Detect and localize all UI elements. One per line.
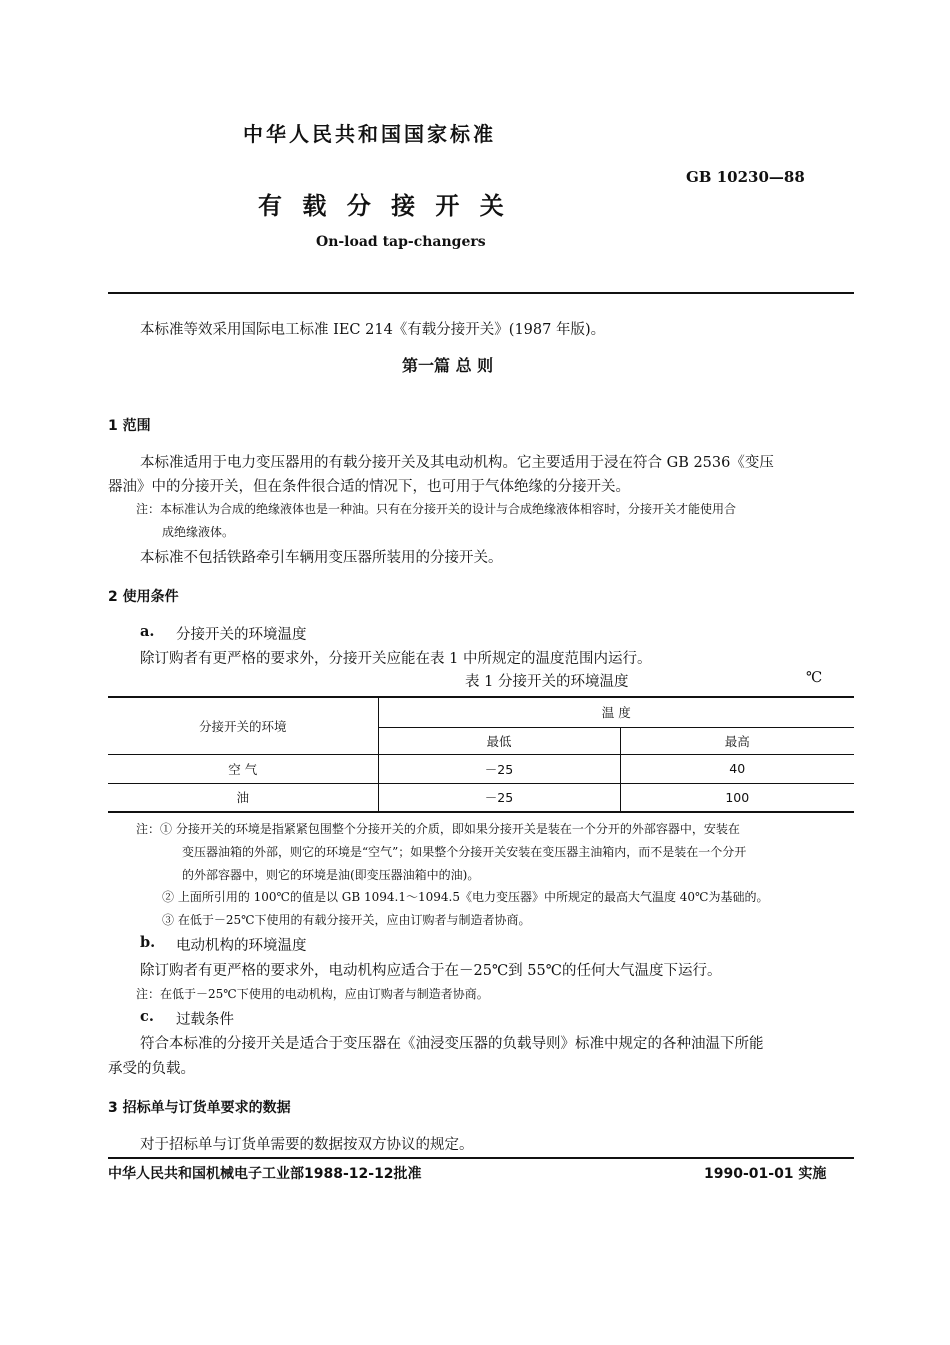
intro-paragraph: 本标准等效采用国际电工标准 IEC 214《有载分接开关》(1987 年版)。 [140,322,606,338]
item-c-label: c. [140,1008,154,1025]
table-header-max: 最高 [620,727,854,754]
table-note-line: 注：① 分接开关的环境是指紧紧包围整个分接开关的介质，即如果分接开关是装在一个分开的外部容器中，安装在 [136,822,740,836]
table-note-3: ③ 在低于－25℃下使用的有载分接开关，应由订购者与制造者协商。 [162,913,531,927]
table-unit: ℃ [806,670,823,686]
item-a-label: a. [140,623,155,640]
item-a-title: 分接开关的环境温度 [176,627,307,643]
table-note-line: 的外部容器中，则它的环境是油(即变压器油箱中的油)。 [182,868,480,882]
table-note-2: ② 上面所引用的 100℃的值是以 GB 1094.1～1094.5《电力变压器》中所规定的最高大气温度 40℃为基础的。 [162,890,769,904]
temperature-table [108,696,854,813]
section-1-heading: 1 范围 [108,418,151,434]
part-title: 第一篇 总 则 [402,356,494,375]
section-1-paragraph-2: 本标准不包括铁路牵引车辆用变压器所装用的分接开关。 [140,550,503,566]
header-rule [108,292,854,294]
table-caption: 表 1 分接开关的环境温度 [465,674,629,690]
table-note-line: 变压器油箱的外部，则它的环境是“空气”；如果整个分接开关安装在变压器主油箱内，而不是装在一个分开 [182,845,747,859]
section-2-heading: 2 使用条件 [108,589,179,605]
section-1-note-line: 成绝缘液体。 [162,525,235,539]
section-1-note-line: 注：本标准认为合成的绝缘液体也是一种油。只有在分接开关的设计与合成绝缘液体相容时，分接开关才能使用合 [136,502,737,516]
table-header-temp: 温 度 [378,697,854,727]
table-cell-env: 空 气 [108,754,378,783]
item-b-note: 注：在低于－25℃下使用的电动机构，应由订购者与制造者协商。 [136,987,489,1001]
item-c-title: 过载条件 [176,1012,234,1028]
standard-code: GB 10230—88 [686,168,805,186]
table-cell-min: －25 [378,783,620,812]
table-row [108,754,854,783]
national-standard-heading: 中华人民共和国国家标准 [243,122,496,146]
document-title-cn: 有 载 分 接 开 关 [258,192,510,220]
section-3-heading: 3 招标单与订货单要求的数据 [108,1100,291,1116]
table-cell-max: 40 [620,754,854,783]
table-cell-env: 油 [108,783,378,812]
table-row [108,783,854,812]
item-c-text-line: 承受的负载。 [108,1061,195,1077]
item-b-label: b. [140,934,156,951]
item-b-title: 电动机构的环境温度 [176,938,307,954]
item-c-text-line: 符合本标准的分接开关是适合于变压器在《油浸变压器的负载导则》标准中规定的各种油温下所能 [140,1036,764,1052]
section-1-paragraph-line: 器油》中的分接开关，但在条件很合适的情况下，也可用于气体绝缘的分接开关。 [108,479,630,495]
document-title-en: On-load tap-changers [316,234,486,250]
item-a-text: 除订购者有更严格的要求外，分接开关应能在表 1 中所规定的温度范围内运行。 [140,651,652,667]
approval-line: 中华人民共和国机械电子工业部1988-12-12批准 [108,1166,422,1182]
section-1-paragraph-line: 本标准适用于电力变压器用的有载分接开关及其电动机构。它主要适用于浸在符合 GB 2536《变压 [140,455,774,471]
table-header-env: 分接开关的环境 [108,697,378,754]
table-cell-min: －25 [378,754,620,783]
item-b-text: 除订购者有更严格的要求外，电动机构应适合于在－25℃到 55℃的任何大气温度下运行。 [140,963,722,979]
table-header-min: 最低 [378,727,620,754]
section-3-text: 对于招标单与订货单需要的数据按双方协议的规定。 [140,1137,474,1153]
footer-rule [108,1157,854,1159]
implementation-date: 1990-01-01 实施 [704,1166,827,1182]
table-cell-max: 100 [620,783,854,812]
